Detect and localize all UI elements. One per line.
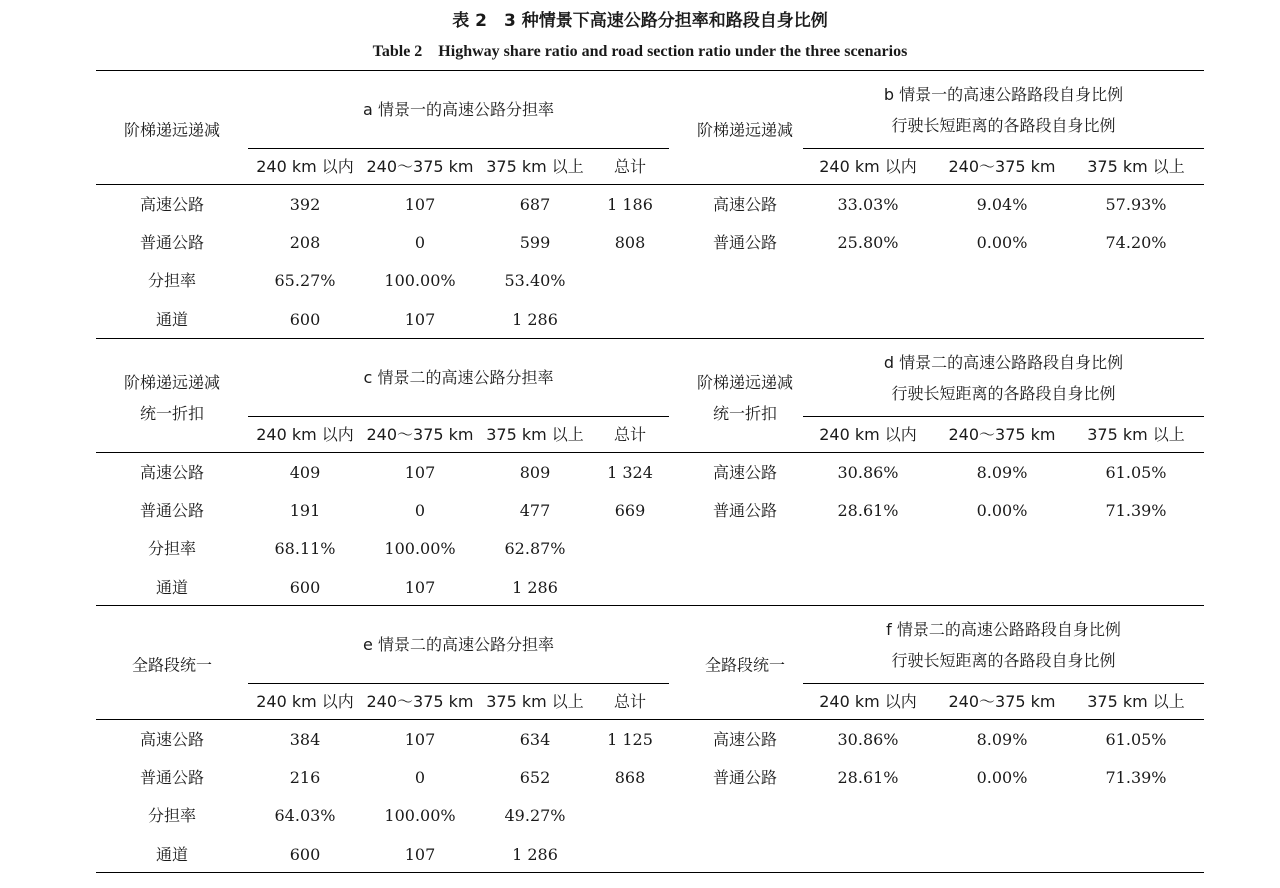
left-row-label: 分担率 (147, 539, 197, 558)
left-table-cell: 477 (519, 501, 551, 520)
right-title-rule (803, 416, 1204, 417)
right-row-header-label (697, 115, 793, 146)
right-header-rule (668, 184, 1204, 185)
right-row-header-label-line: 统一折扣 (712, 404, 778, 423)
left-column-header: 375 km 以上 (486, 157, 584, 176)
right-table-cell: 9.04% (976, 195, 1028, 214)
right-row-header-label (697, 367, 793, 429)
left-column-header: 375 km 以上 (486, 692, 584, 711)
right-row-header-label-line: 阶梯递远递减 (696, 373, 794, 392)
right-table-cell: 33.03% (837, 195, 899, 214)
left-panel-title: a 情景一的高速公路分担率 (363, 100, 554, 119)
left-row-label: 分担率 (147, 806, 197, 825)
left-table-cell: 687 (519, 195, 551, 214)
left-row-label: 通道 (155, 310, 189, 329)
left-column-header: 375 km 以上 (486, 425, 584, 444)
left-table-cell: 68.11% (274, 539, 336, 558)
right-table-cell: 25.80% (837, 233, 899, 252)
left-row-header-label-line: 全路段统一 (131, 655, 213, 675)
block-bottom-rule-left (96, 338, 669, 339)
left-table-cell: 0 (414, 768, 426, 787)
left-row-label: 通道 (155, 845, 189, 864)
right-column-header: 240～375 km (948, 157, 1056, 176)
left-column-header: 240～375 km (366, 692, 474, 711)
right-row-header-label-line: 阶梯递远递减 (696, 120, 794, 140)
right-table-cell: 28.61% (837, 768, 899, 787)
left-table-cell: 669 (614, 501, 646, 520)
left-column-header: 240 km 以内 (256, 425, 354, 444)
right-column-header: 240 km 以内 (819, 425, 917, 444)
left-row-header-label-line: 阶梯递远递减 (123, 120, 221, 140)
left-panel-title: e 情景二的高速公路分担率 (363, 635, 554, 654)
right-row-header-label (705, 650, 785, 681)
right-table-cell: 71.39% (1105, 501, 1167, 520)
right-table-cell: 61.05% (1105, 463, 1167, 482)
right-table-cell: 30.86% (837, 463, 899, 482)
right-table-cell: 0.00% (976, 501, 1028, 520)
left-row-label: 高速公路 (139, 730, 205, 749)
block-bottom-rule-left (96, 605, 669, 606)
right-column-header: 240～375 km (948, 425, 1056, 444)
left-table-cell: 0 (414, 233, 426, 252)
right-row-label: 高速公路 (712, 195, 778, 214)
left-table-cell: 107 (404, 195, 436, 214)
right-header-rule (668, 719, 1204, 720)
left-row-label: 通道 (155, 578, 189, 597)
left-column-header: 240 km 以内 (256, 157, 354, 176)
right-row-label: 普通公路 (712, 233, 778, 252)
left-table-cell: 208 (289, 233, 321, 252)
right-table-cell: 8.09% (976, 463, 1028, 482)
left-table-cell: 1 286 (512, 310, 558, 329)
left-row-label: 高速公路 (139, 463, 205, 482)
right-column-header: 240 km 以内 (819, 157, 917, 176)
left-table-cell: 1 125 (607, 730, 653, 749)
right-row-label: 高速公路 (712, 730, 778, 749)
right-table-cell: 71.39% (1105, 768, 1167, 787)
right-table-cell: 0.00% (976, 233, 1028, 252)
left-table-cell: 392 (289, 195, 321, 214)
right-column-header: 375 km 以上 (1087, 157, 1185, 176)
left-table-cell: 409 (289, 463, 321, 482)
left-table-cell: 1 186 (607, 195, 653, 214)
left-table-cell: 1 286 (512, 578, 558, 597)
right-row-label: 高速公路 (712, 463, 778, 482)
left-column-header: 总计 (613, 157, 647, 176)
table-caption-en: Table 2 Highway share ratio and road section ratio under the three scenarios (372, 43, 908, 60)
left-table-cell: 868 (614, 768, 646, 787)
left-table-cell: 107 (404, 730, 436, 749)
right-panel-title (884, 79, 1123, 141)
right-column-header: 240 km 以内 (819, 692, 917, 711)
left-header-rule (96, 452, 669, 453)
left-table-cell: 100.00% (384, 271, 456, 290)
block-bottom-rule-right (669, 338, 1204, 339)
right-panel-title-line: 行驶长短距离的各路段自身比例 (891, 384, 1116, 403)
left-table-cell: 634 (519, 730, 551, 749)
left-panel-title: c 情景二的高速公路分担率 (363, 368, 554, 387)
right-table-cell: 0.00% (976, 768, 1028, 787)
right-column-header: 240～375 km (948, 692, 1056, 711)
left-table-cell: 49.27% (504, 806, 566, 825)
left-title-rule (248, 148, 669, 149)
left-title-rule (248, 416, 669, 417)
block-bottom-rule-right (669, 872, 1204, 873)
right-panel-title (884, 347, 1123, 409)
left-column-header: 240 km 以内 (256, 692, 354, 711)
left-row-header-label (124, 367, 220, 429)
left-table-cell: 100.00% (384, 806, 456, 825)
left-table-cell: 808 (614, 233, 646, 252)
left-row-header-label (124, 115, 220, 146)
left-title-rule (248, 683, 669, 684)
left-table-cell: 1 324 (607, 463, 653, 482)
left-row-label: 普通公路 (139, 501, 205, 520)
left-table-cell: 62.87% (504, 539, 566, 558)
left-table-cell: 809 (519, 463, 551, 482)
table-top-rule (96, 70, 1204, 71)
table-caption-cn: 表 2 3 种情景下高速公路分担率和路段自身比例 (452, 11, 828, 31)
right-table-cell: 61.05% (1105, 730, 1167, 749)
right-row-label: 普通公路 (712, 501, 778, 520)
left-header-rule (96, 719, 669, 720)
right-column-header: 375 km 以上 (1087, 692, 1185, 711)
left-table-cell: 652 (519, 768, 551, 787)
right-panel-title-line: 行驶长短距离的各路段自身比例 (891, 116, 1116, 135)
left-row-label: 高速公路 (139, 195, 205, 214)
right-panel-title-line: b 情景一的高速公路路段自身比例 (883, 85, 1124, 104)
left-column-header: 240～375 km (366, 157, 474, 176)
right-table-cell: 8.09% (976, 730, 1028, 749)
left-table-cell: 600 (289, 310, 321, 329)
left-table-cell: 100.00% (384, 539, 456, 558)
left-row-label: 普通公路 (139, 233, 205, 252)
right-column-header: 375 km 以上 (1087, 425, 1185, 444)
left-table-cell: 600 (289, 578, 321, 597)
right-panel-title (886, 614, 1121, 676)
right-row-label: 普通公路 (712, 768, 778, 787)
left-table-cell: 53.40% (504, 271, 566, 290)
block-bottom-rule-right (669, 605, 1204, 606)
left-row-header-label (132, 650, 212, 681)
right-title-rule (803, 148, 1204, 149)
right-table-cell: 57.93% (1105, 195, 1167, 214)
left-table-cell: 0 (414, 501, 426, 520)
right-table-cell: 74.20% (1105, 233, 1167, 252)
left-column-header: 总计 (613, 692, 647, 711)
right-header-rule (668, 452, 1204, 453)
left-row-header-label-line: 统一折扣 (139, 404, 205, 423)
left-row-header-label-line: 阶梯递远递减 (123, 373, 221, 392)
left-column-header: 总计 (613, 425, 647, 444)
left-row-label: 普通公路 (139, 768, 205, 787)
left-table-cell: 1 286 (512, 845, 558, 864)
left-table-cell: 216 (289, 768, 321, 787)
left-row-label: 分担率 (147, 271, 197, 290)
left-column-header: 240～375 km (366, 425, 474, 444)
left-table-cell: 191 (289, 501, 321, 520)
left-table-cell: 600 (289, 845, 321, 864)
left-table-cell: 107 (404, 463, 436, 482)
block-bottom-rule-left (96, 872, 669, 873)
left-table-cell: 107 (404, 310, 436, 329)
right-table-cell: 28.61% (837, 501, 899, 520)
left-table-cell: 107 (404, 845, 436, 864)
left-table-cell: 384 (289, 730, 321, 749)
right-table-cell: 30.86% (837, 730, 899, 749)
left-table-cell: 65.27% (274, 271, 336, 290)
left-header-rule (96, 184, 669, 185)
left-table-cell: 107 (404, 578, 436, 597)
right-panel-title-line: d 情景二的高速公路路段自身比例 (883, 353, 1124, 372)
right-panel-title-line: f 情景二的高速公路路段自身比例 (886, 620, 1121, 639)
right-title-rule (803, 683, 1204, 684)
left-table-cell: 64.03% (274, 806, 336, 825)
right-panel-title-line: 行驶长短距离的各路段自身比例 (891, 651, 1116, 670)
right-row-header-label-line: 全路段统一 (704, 655, 786, 675)
left-table-cell: 599 (519, 233, 551, 252)
